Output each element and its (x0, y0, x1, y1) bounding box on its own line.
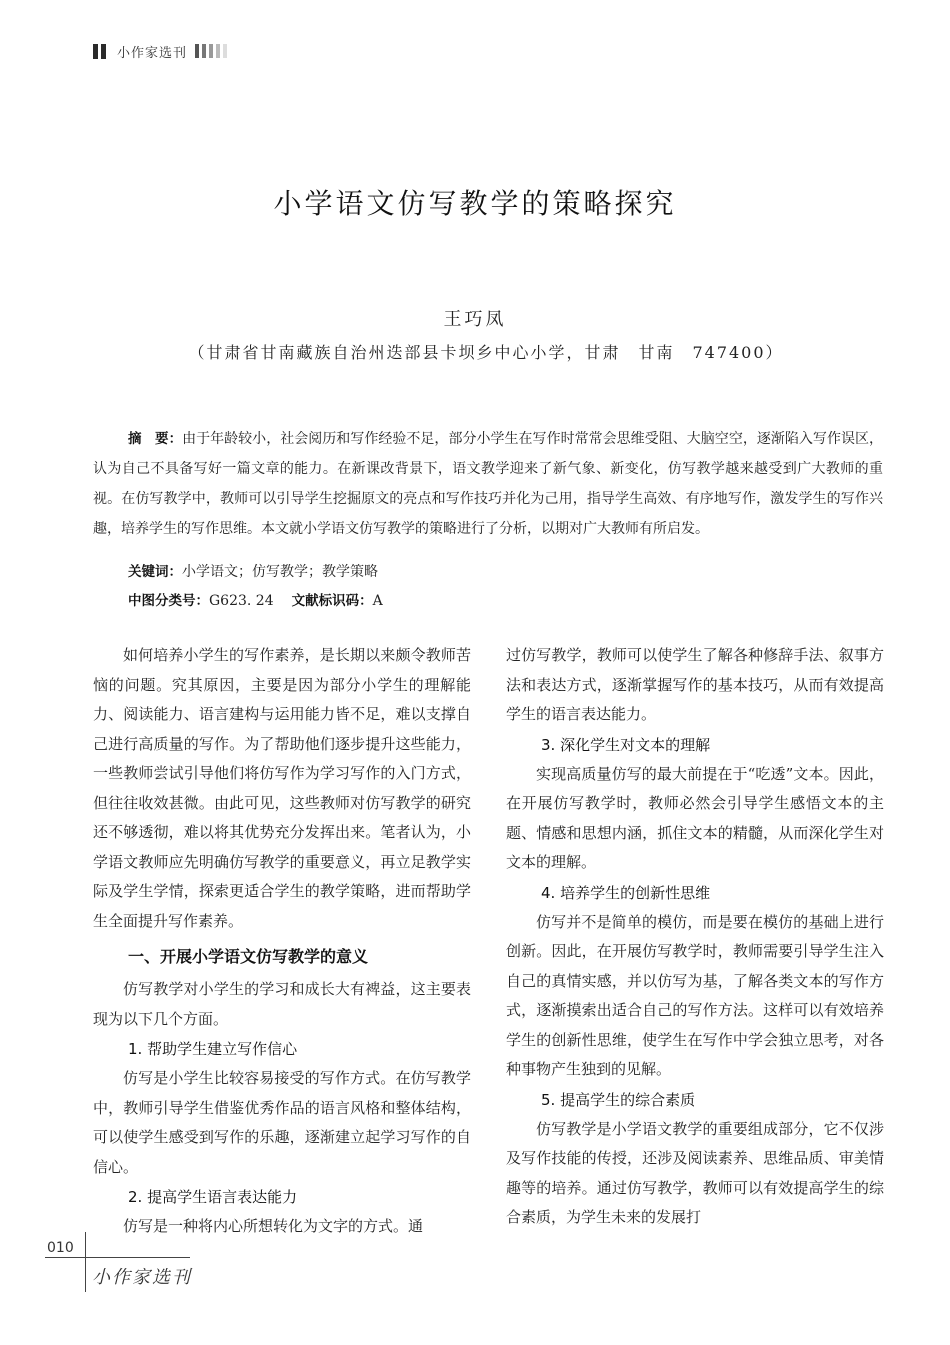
abstract-text: 由于年龄较小，社会阅历和写作经验不足，部分小学生在写作时常常会思维受阻、大脑空空，逐渐陷入写作误区，认为自己不具备写好一篇文章的能力。在新课改背景下，语文教学迎来了新气象、新变化，仿写教学越来越受到广大教师的重视。在仿写教学中，教师可以引导学生挖掘原文的亮点和写作技巧并化为己用，指导学生高效、有序地写作，激发学生的写作兴趣，培养学生的写作思维。本文就小学语文仿写教学的策略进行了分析，以期对广大教师有所启发。 (93, 431, 883, 537)
paragraph: 仿写是小学生比较容易接受的写作方式。在仿写教学中，教师引导学生借鉴优秀作品的语言风格和整体结构，可以使学生感受到写作的乐趣，逐渐建立起学习写作的自信心。 (93, 1069, 471, 1176)
header-tick-icon (202, 44, 206, 58)
right-column (506, 641, 884, 1233)
paragraph: 仿写并不是简单的模仿，而是要在模仿的基础上进行创新。因此，在开展仿写教学时，教师需要引导学生注入自己的真情实感，并以仿写为基，了解各类文本的写作方式，逐渐摸索出适合自己的写作方法。这样可以有效培养学生的创新性思维，使学生在写作中学会独立思考，对各种事物产生独到的见解。 (506, 912, 884, 1078)
header-tick-icon (216, 44, 220, 58)
keywords-text: 小学语文；仿写教学；教学策略 (182, 564, 378, 580)
paragraph: 如何培养小学生的写作素养，是长期以来颇令教师苦恼的问题。究其原因，主要是因为部分小学生的理解能力、阅读能力、语言建构与运用能力皆不足，难以支撑自己进行高质量的写作。为了帮助他们逐步提升这些能力，一些教师尝试引导他们将仿写作为学习写作的入门方式，但往往收效甚微。由此可见，这些教师对仿写教学的研究还不够透彻，难以将其优势充分发挥出来。笔者认为，小学语文教师应先明确仿写教学的重要意义，再立足教学实际及学生学情，探索更适合学生的教学策略，进而帮助学生全面提升写作素养。 (93, 646, 471, 930)
article-title: 小学语文仿写教学的策略探究 (273, 187, 677, 220)
journal-name: 小作家选刊 (117, 45, 188, 61)
keywords (128, 560, 378, 581)
author: 王巧凤 (443, 309, 507, 330)
header-tick-icon (209, 44, 213, 58)
subsection-heading: 5. 提高学生的综合素质 (541, 1090, 696, 1109)
header-bar-icon (101, 44, 106, 59)
section-heading: 一、开展小学语文仿写教学的意义 (128, 947, 369, 966)
abstract-label: 摘 要： (128, 431, 183, 447)
paragraph: 仿写教学对小学生的学习和成长大有裨益，这主要表现为以下几个方面。 (93, 980, 471, 1028)
doc-code-value: A (372, 593, 383, 609)
footer-rule (85, 1232, 86, 1292)
subsection-heading: 4. 培养学生的创新性思维 (541, 883, 711, 902)
header-tick-icon (223, 44, 227, 58)
abstract (93, 424, 883, 544)
paragraph: 实现高质量仿写的最大前提在于“吃透”文本。因此，在开展仿写教学时，教师必然会引导学生感悟文本的主题、情感和思想内涵，抓住文本的精髓，从而深化学生对文本的理解。 (506, 764, 884, 871)
clc-label: 中图分类号： (128, 593, 209, 609)
subsection-heading: 2. 提高学生语言表达能力 (128, 1188, 298, 1206)
subsection-heading: 3. 深化学生对文本的理解 (541, 735, 711, 754)
page-number: 010 (47, 1240, 74, 1256)
classification (128, 589, 383, 609)
affiliation: （甘肃省甘南藏族自治州迭部县卡坝乡中心小学，甘肃 甘南 747400） (188, 343, 784, 362)
paragraph: 仿写是一种将内心所想转化为文字的方式。通 (123, 1217, 424, 1235)
paragraph: 过仿写教学，教师可以使学生了解各种修辞手法、叙事方法和表达方式，逐渐掌握写作的基本技巧，从而有效提高学生的语言表达能力。 (506, 646, 884, 723)
header-tick-icon (195, 44, 199, 58)
keywords-label: 关键词： (128, 564, 182, 580)
footer-rule (45, 1257, 190, 1258)
footer-logo: 小作家选刊 (92, 1267, 192, 1288)
clc-value: G623. 24 (209, 593, 274, 609)
running-header (93, 42, 230, 60)
paragraph: 仿写教学是小学语文教学的重要组成部分，它不仅涉及写作技能的传授，还涉及阅读素养、思维品质、审美情趣等的培养。通过仿写教学，教师可以有效提高学生的综合素质，为学生未来的发展打 (506, 1119, 884, 1226)
left-column (93, 641, 471, 1242)
subsection-heading: 1. 帮助学生建立写作信心 (128, 1040, 298, 1058)
doc-code-label: 文献标识码： (291, 593, 373, 609)
header-bar-icon (93, 44, 98, 59)
